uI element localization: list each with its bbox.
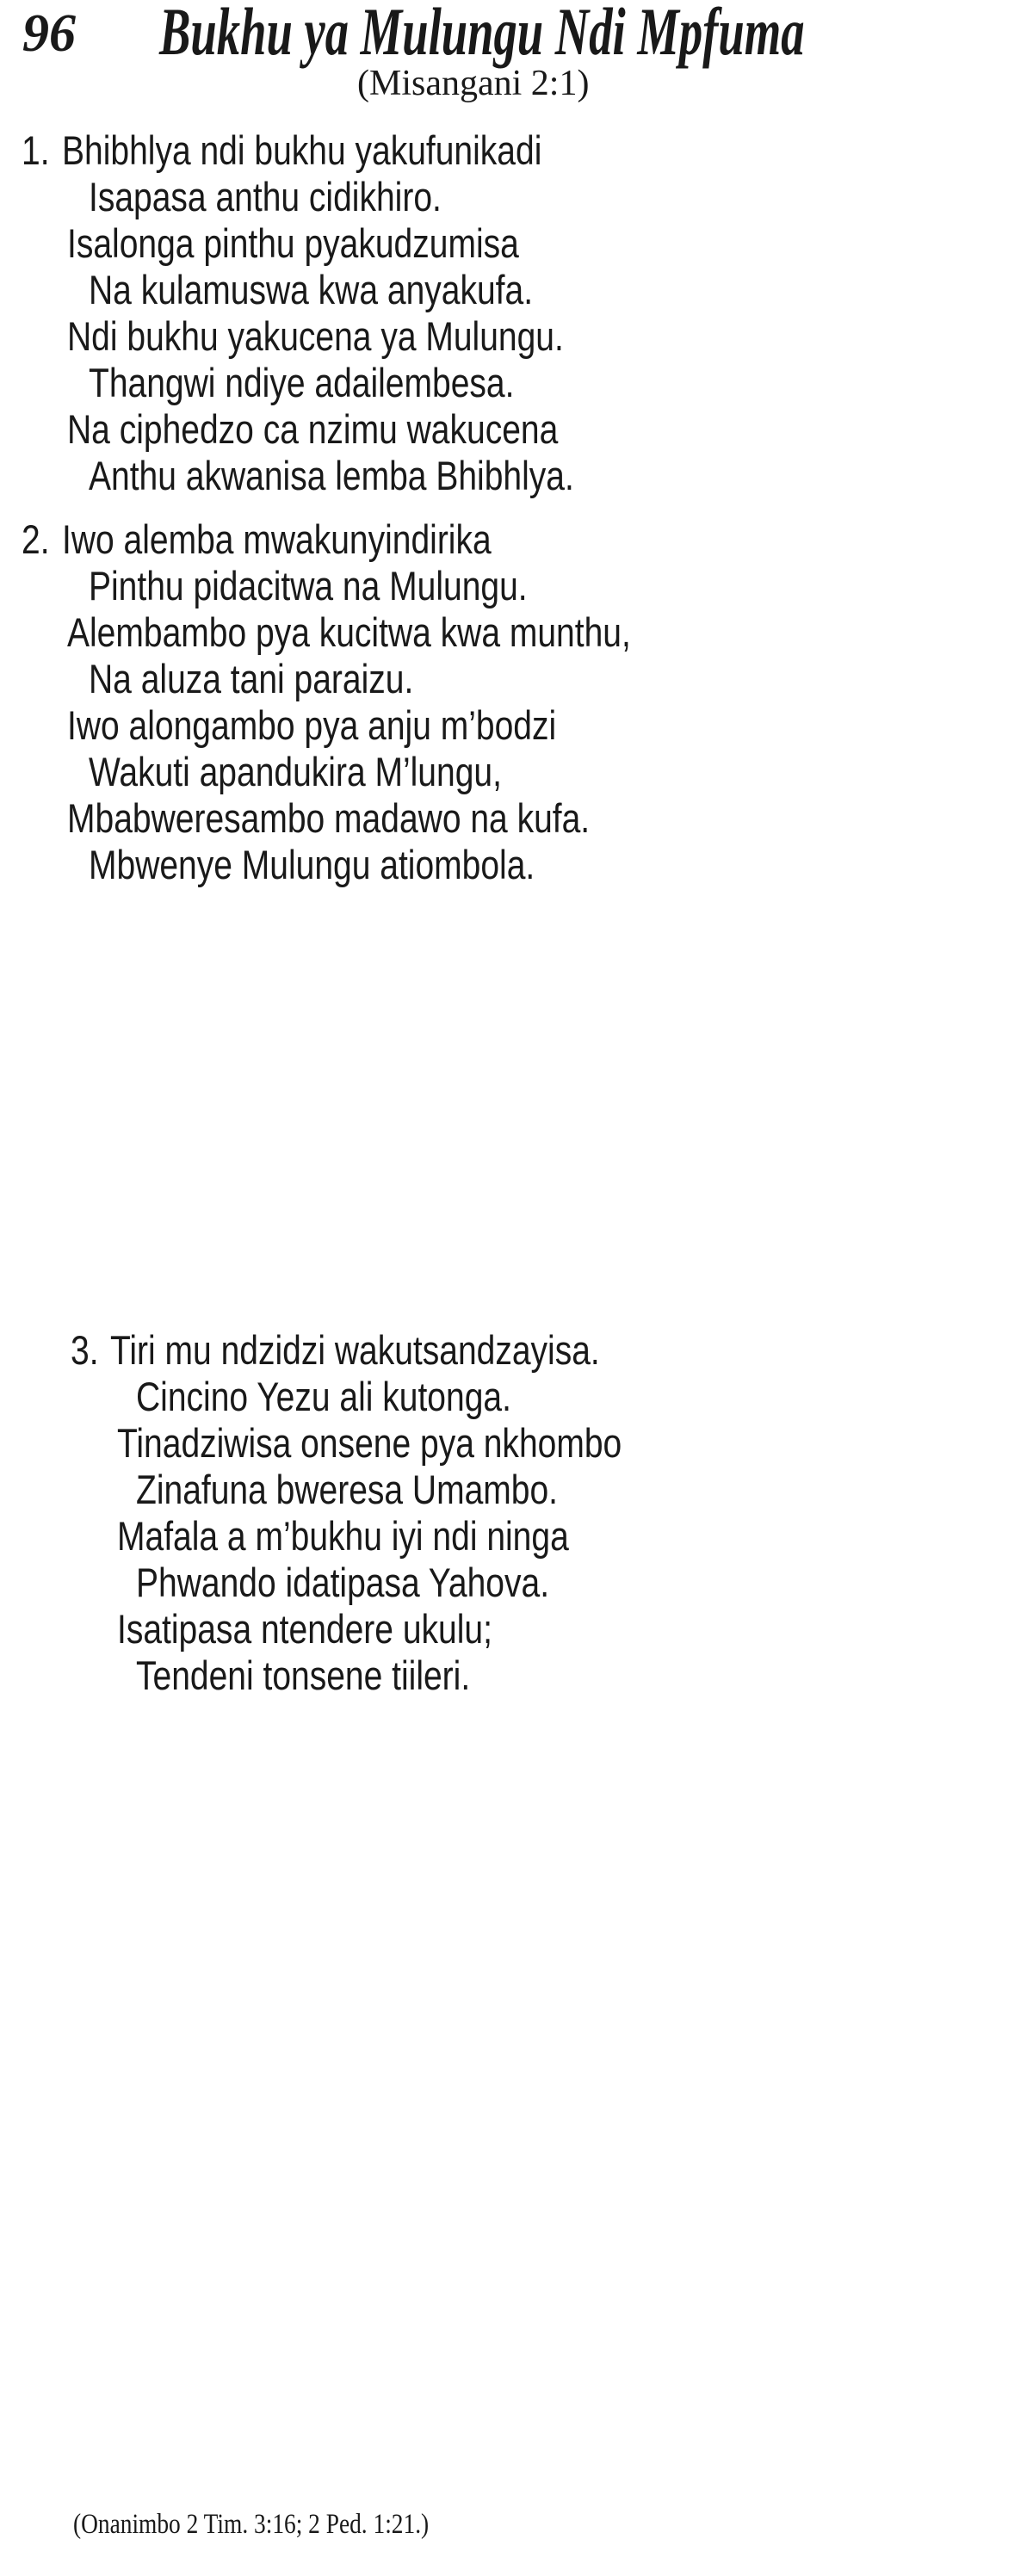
verse-line — [0, 1420, 1033, 1467]
verse-line — [0, 563, 1033, 609]
verse-line-text: Tendeni tonsene tiileri. — [136, 1652, 471, 1698]
verse-line-text: Bhibhlya ndi bukhu yakufunikadi — [62, 127, 542, 173]
verse-line-text: Zinafuna bweresa Umambo. — [136, 1467, 559, 1512]
footnote-scripture-references: (Onanimbo 2 Tim. 3:16; 2 Ped. 1:21.) — [73, 2509, 430, 2540]
verse-line-text: Na kulamuswa kwa anyakufa. — [89, 267, 534, 312]
verse-line — [0, 1513, 1033, 1560]
verse-line-text: Iwo alongambo pya anju m’bodzi — [67, 702, 557, 748]
verse-line — [0, 516, 1033, 563]
verse-line — [0, 749, 1033, 795]
verse-line — [0, 220, 1033, 267]
stanza-number: 1. — [22, 127, 50, 173]
verse-line — [0, 1467, 1033, 1513]
verse-line-text: Mafala a m’bukhu iyi ndi ninga — [117, 1513, 569, 1559]
verse-line-text: Phwando idatipasa Yahova. — [136, 1560, 550, 1605]
verse-line-text: Tiri mu ndzidzi wakutsandzayisa. — [110, 1327, 600, 1373]
verse-line — [0, 360, 1033, 406]
stanza-3 — [0, 1327, 1033, 1699]
verse-line-text: Ndi bukhu yakucena ya Mulungu. — [67, 313, 564, 359]
verse-line-text: Cincino Yezu ali kutonga. — [136, 1374, 511, 1419]
verse-line — [0, 1606, 1033, 1652]
verse-line — [0, 267, 1033, 313]
verse-line-text: Mbabweresambo madawo na kufa. — [67, 795, 591, 841]
verse-line-text: Mbwenye Mulungu atiombola. — [89, 842, 535, 887]
verse-line — [0, 842, 1033, 888]
scripture-reference-subtitle: (Misangani 2:1) — [357, 64, 590, 103]
verse-line-text: Iwo alemba mwakunyindirika — [62, 516, 492, 562]
verse-line — [0, 1652, 1033, 1699]
verse-line — [0, 1374, 1033, 1420]
verse-line — [0, 795, 1033, 842]
verse-line-text: Thangwi ndiye adailembesa. — [89, 360, 515, 405]
verse-line — [0, 1560, 1033, 1606]
verse-line — [0, 174, 1033, 220]
verse-line — [0, 406, 1033, 453]
stanza-2 — [0, 516, 1033, 888]
hymn-number: 96 — [22, 4, 76, 63]
verse-line-text: Isalonga pinthu pyakudzumisa — [67, 220, 519, 266]
verse-line-text: Pinthu pidacitwa na Mulungu. — [89, 563, 528, 608]
stanza-number: 2. — [22, 516, 50, 562]
verse-line — [0, 702, 1033, 749]
verse-line — [0, 609, 1033, 656]
hymn-title: Bukhu ya Mulungu Ndi Mpfuma — [159, 0, 805, 69]
stanza-number: 3. — [71, 1327, 99, 1373]
stanza-1 — [0, 127, 1033, 499]
verse-line — [0, 1327, 1033, 1374]
verse-line-text: Anthu akwanisa lemba Bhibhlya. — [89, 453, 574, 498]
verse-line-text: Alembambo pya kucitwa kwa munthu, — [67, 609, 631, 655]
verse-line — [0, 127, 1033, 174]
verse-line-text: Na ciphedzo ca nzimu wakucena — [67, 406, 559, 452]
verse-line — [0, 453, 1033, 499]
verse-line — [0, 656, 1033, 702]
verse-line-text: Isatipasa ntendere ukulu; — [117, 1606, 492, 1652]
verse-line — [0, 313, 1033, 360]
verse-line-text: Tinadziwisa onsene pya nkhombo — [117, 1420, 622, 1466]
verse-line-text: Na aluza tani paraizu. — [89, 656, 414, 701]
verse-line-text: Wakuti apandukira M’lungu, — [89, 749, 502, 794]
verse-line-text: Isapasa anthu cidikhiro. — [89, 174, 442, 219]
